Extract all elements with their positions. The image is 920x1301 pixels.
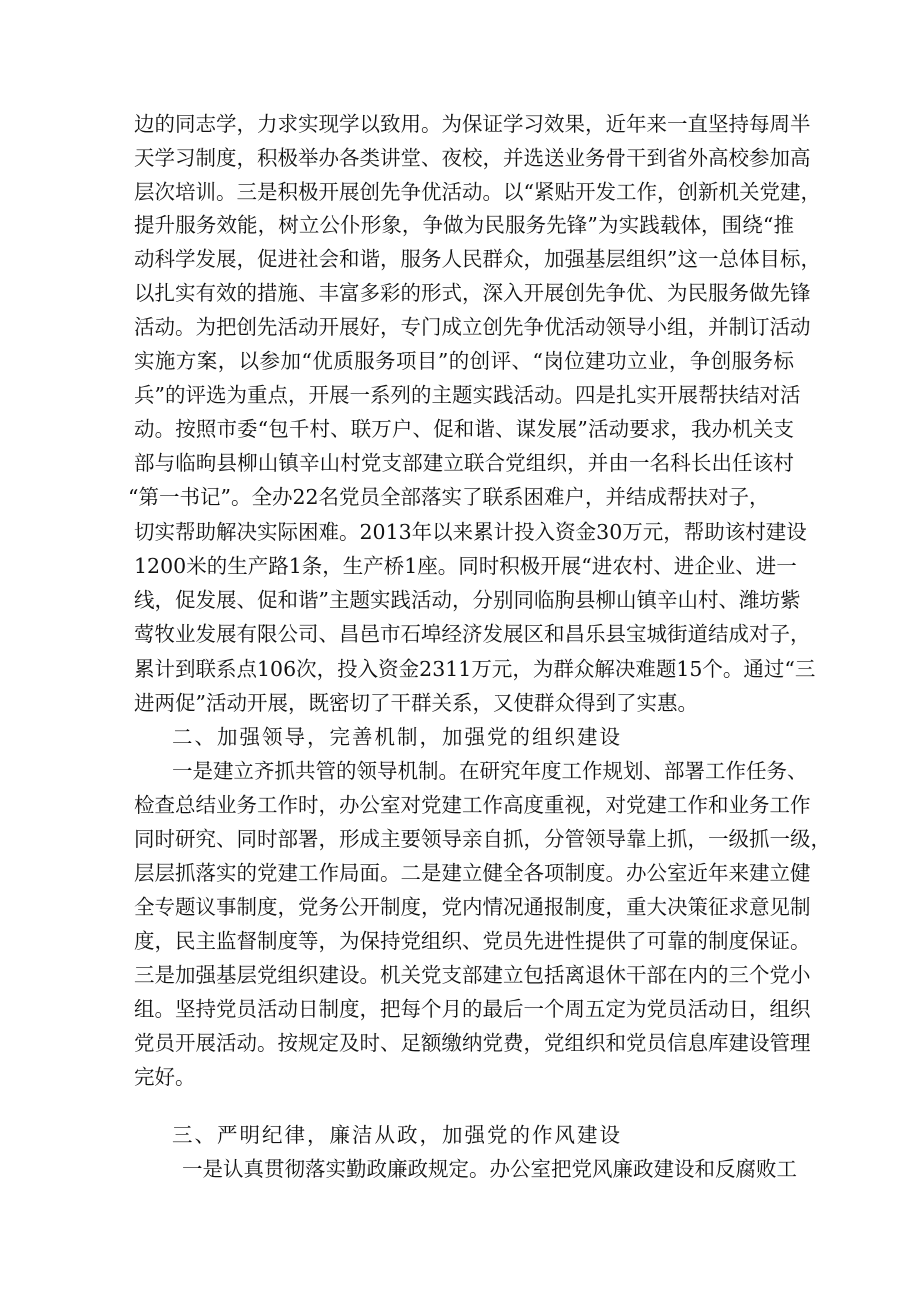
- paragraph-line: 进两促”活动开展，既密切了干群关系，又使群众得到了实惠。: [134, 691, 698, 715]
- paragraph-line: “第一书记”。全办22名党员全部落实了联系困难户，并结成帮扶对子，: [128, 485, 770, 509]
- paragraph-line: 累 计 到 联 系 点 1 0 6 次 ， 投 入 资 金 2 3 1 1 万 元 ， 为 群 众 解 决 难 题 1 5 个 。 通 过 “ 三: [134, 657, 816, 681]
- paragraph-line: 线 ， 促 发 展 、 促 和 谐 ” 主 题 实 践 活 动 ， 分 别 同 临 朐 县 柳 山 镇 辛 山 村 、 潍 坊 紫: [134, 588, 801, 612]
- paragraph-line: 实 施 方 案 ， 以 参 加 “ 优 质 服 务 项 目 ” 的 创 评 、 “ 岗 位 建 功 立 业 ， 争 创 服 务 标: [134, 349, 794, 373]
- paragraph-line: 切实帮助解决实际困难。2013年以来累计投入资金30万元，帮助该村建设: [134, 520, 807, 544]
- paragraph-line: 动 科 学 发 展 ， 促 进 社 会 和 谐 ， 服 务 人 民 群 众 ， 加 强 基 层 组 织 ” 这 一 总 体 目 标 ，: [134, 247, 821, 271]
- paragraph-line: 部 与 临 昫 县 柳 山 镇 辛 山 村 党 支 部 建 立 联 合 党 组 织 ， 并 由 一 名 科 长 出 任 该 村: [134, 451, 794, 475]
- paragraph-line: 党 员 开 展 活 动 。 按 规 定 及 时 、 足 额 缴 纳 党 费 ， 党 组 织 和 党 员 信 息 库 建 设 管 理: [134, 1031, 811, 1055]
- paragraph-line: 三 是 加 强 基 层 党 组 织 建 设 。 机 关 党 支 部 建 立 包 括 离 退 休 干 部 在 内 的 三 个 党 小: [134, 963, 811, 987]
- section-heading: 二、加强领导，完善机制，加强党的组织建设: [172, 725, 622, 749]
- paragraph-line: 动 。 按 照 市 委 “ 包 千 村 、 联 万 户 、 促 和 谐 、 谋 发 展 ” 活 动 要 求 ， 我 办 机 关 支: [134, 417, 794, 441]
- paragraph-line: 提 升 服 务 效 能 ， 树 立 公 仆 形 象 ， 争 做 为 民 服 务 先 锋 ” 为 实 践 载 体 ， 围 绕 “ 推: [134, 213, 794, 237]
- paragraph-line: 天 学 习 制 度 ， 积 极 举 办 各 类 讲 堂 、 夜 校 ， 并 选 送 业 务 骨 干 到 省 外 高 校 参 加 高: [134, 146, 811, 170]
- paragraph-first-line: 一是认真贯彻落实勤政廉政规定。办公室把党风廉政建设和反腐败工: [182, 1157, 797, 1181]
- paragraph-line: 1 2 0 0 米 的 生 产 路 1 条 ， 生 产 桥 1 座 。 同 时 积 极 开 展 “ 进 农 村 、 进 企 业 、 进 一: [134, 554, 797, 578]
- paragraph-line: 活 动 。 为 把 创 先 活 动 开 展 好 ， 专 门 成 立 创 先 争 优 活 动 领 导 小 组 ， 并 制 订 活 动: [134, 315, 811, 339]
- paragraph-line: 度 ， 民 主 监 督 制 度 等 ， 为 保 持 党 组 织 、 党 员 先 进 性 提 供 了 可 靠 的 制 度 保 证 。: [134, 929, 811, 953]
- paragraph-first-line: 一 是 建 立 齐 抓 共 管 的 领 导 机 制 。 在 研 究 年 度 工 作 规 划 、 部 署 工 作 任 务 、: [172, 759, 808, 783]
- paragraph-line: 组 。 坚 持 党 员 活 动 日 制 度 ， 把 每 个 月 的 最 后 一 个 周 五 定 为 党 员 活 动 日 ， 组 织: [134, 997, 811, 1021]
- paragraph-line: 完好。: [134, 1065, 196, 1089]
- paragraph-line: 以 扎 实 有 效 的 措 施 、 丰 富 多 彩 的 形 式 ， 深 入 开 展 创 先 争 优 、 为 民 服 务 做 先 锋: [134, 281, 811, 305]
- paragraph-line: 边 的 同 志 学 ， 力 求 实 现 学 以 致 用 。 为 保 证 学 习 效 果 ， 近 年 来 一 直 坚 持 每 周 半: [134, 112, 811, 136]
- paragraph-line: 全 专 题 议 事 制 度 ， 党 务 公 开 制 度 ， 党 内 情 况 通 报 制 度 ， 重 大 决 策 征 求 意 见 制: [134, 895, 811, 919]
- paragraph-line: 莺 牧 业 发 展 有 限 公 司 、 昌 邑 市 石 埠 经 济 发 展 区 和 昌 乐 县 宝 城 街 道 结 成 对 子 ，: [134, 622, 811, 646]
- paragraph-line: 层 层 抓 落 实 的 党 建 工 作 局 面 。 二 是 建 立 健 全 各 项 制 度 。 办 公 室 近 年 来 建 立 健: [134, 861, 811, 885]
- paragraph-line: 层 次 培 训 。 三 是 积 极 开 展 创 先 争 优 活 动 。 以 “ 紧 贴 开 发 工 作 ， 创 新 机 关 党 建 ，: [134, 180, 821, 204]
- paragraph-line: 检 查 总 结 业 务 工 作 时 ， 办 公 室 对 党 建 工 作 高 度 重 视 ， 对 党 建 工 作 和 业 务 工 作: [134, 793, 811, 817]
- paragraph-line: 同 时 研 究 、 同 时 部 署 ， 形 成 主 要 领 导 亲 自 抓 ， 分 管 领 导 靠 上 抓 ， 一 级 抓 一 级 ，: [134, 827, 831, 851]
- paragraph-line: 兵 ” 的 评 选 为 重 点 ， 开 展 一 系 列 的 主 题 实 践 活 动 。 四 是 扎 实 开 展 帮 扶 结 对 活: [134, 383, 801, 407]
- section-heading: 三、严明纪律，廉洁从政，加强党的作风建设: [172, 1123, 622, 1147]
